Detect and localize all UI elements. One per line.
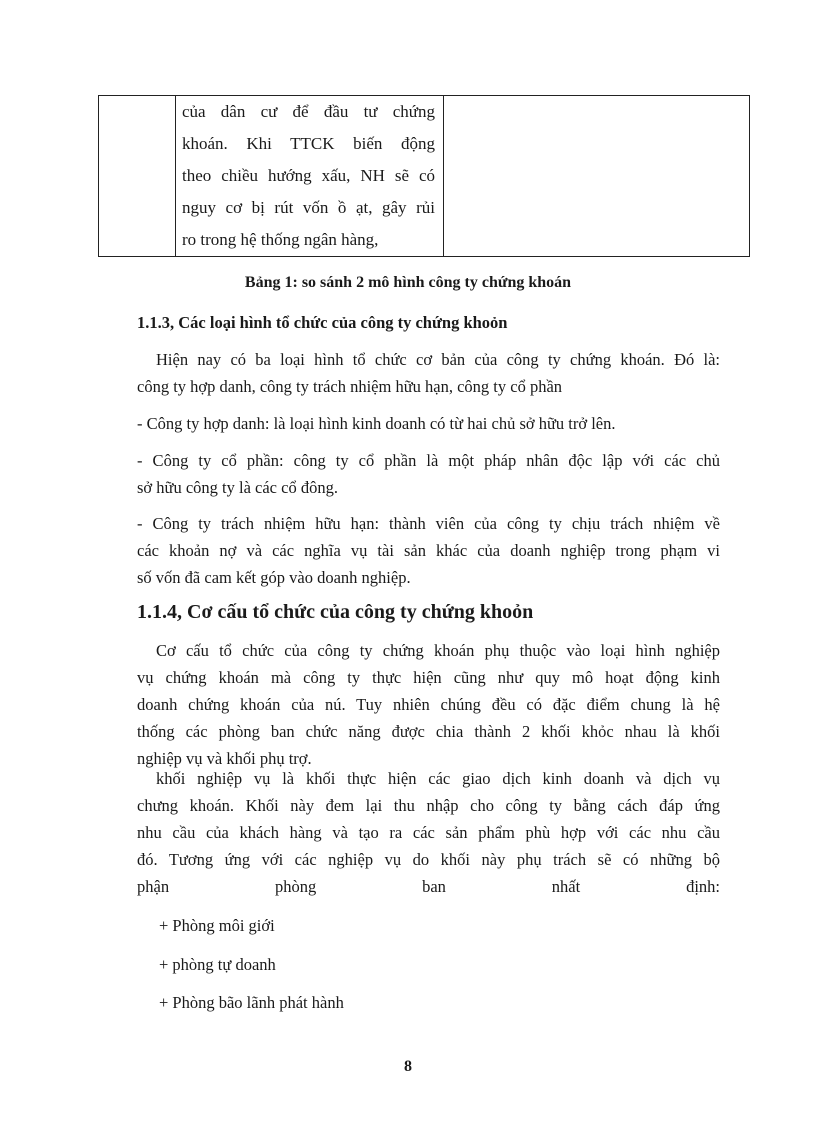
table-line: khoán. Khi TTCK biến động	[182, 134, 435, 153]
business-block-paragraph	[137, 765, 720, 900]
bullet-item: + Phòng môi giới	[159, 916, 275, 935]
text-line: sở hữu công ty là các cổ đông.	[137, 478, 338, 497]
text-line: nghiệp vụ và khối phụ trợ.	[137, 749, 312, 768]
list-item-limited-liability	[137, 510, 720, 591]
text-line: phận phòng ban nhất định:	[137, 877, 720, 896]
table-line: theo chiều hướng xấu, NH sẽ có	[182, 166, 435, 185]
text-line: công ty hợp danh, công ty trách nhiệm hữu hạn, công ty cổ phần	[137, 377, 563, 396]
text-line: Hiện nay có ba loại hình tổ chức cơ bản của công ty chứng khoán. Đó là:	[156, 350, 720, 369]
text-line: Cơ cấu tổ chức của công ty chứng khoán phụ thuộc vào loại hình nghiệp	[156, 641, 720, 660]
text-line: - Công ty cổ phần: công ty cổ phần là một pháp nhân độc lập với các chủ	[137, 451, 720, 470]
list-item-joint-stock	[137, 447, 720, 501]
table-cell-empty	[444, 96, 749, 256]
bullet-item: + phòng tự doanh	[159, 955, 276, 974]
page-number: 8	[404, 1058, 412, 1075]
table-line: nguy cơ bị rút vốn ồ ạt, gây rủi	[182, 198, 435, 217]
table-line: ro trong hệ thống ngân hàng,	[182, 230, 379, 249]
text-line: khối nghiệp vụ là khối thực hiện các giao dịch kinh doanh và dịch vụ	[156, 769, 720, 788]
structure-paragraph	[137, 637, 720, 772]
section-heading-1-1-3: 1.1.3, Các loại hình tổ chức của công ty chứng khoỏn	[137, 313, 508, 332]
section-heading-1-1-4: 1.1.4, Cơ cấu tổ chức của công ty chứng khoỏn	[137, 601, 534, 623]
table-line: của dân cư để đầu tư chứng	[182, 102, 435, 121]
table-cell-empty	[99, 96, 176, 256]
comparison-table-fragment	[98, 95, 750, 257]
text-line: vụ chứng khoán mà công ty thực hiện cũng như quy mô hoạt động kinh	[137, 668, 720, 687]
text-line: đó. Tương ứng với các nghiệp vụ do khối này phụ trách sẽ có những bộ	[137, 850, 720, 869]
text-line: chưng khoán. Khối này đem lại thu nhập cho công ty bằng cách đáp ứng	[137, 796, 720, 815]
table-caption: Bảng 1: so sánh 2 mô hình công ty chứng khoán	[244, 274, 572, 291]
intro-paragraph	[137, 346, 720, 400]
text-line: thống các phòng ban chức năng được chia thành 2 khối khỏc nhau là khối	[137, 722, 720, 741]
text-line: số vốn đã cam kết góp vào doanh nghiệp.	[137, 568, 411, 587]
text-line: doanh chứng khoán của nú. Tuy nhiên chúng đều có đặc điểm chung là hệ	[137, 695, 720, 714]
bullet-item: + Phòng bão lãnh phát hành	[159, 993, 344, 1012]
list-item-partnership	[137, 410, 720, 437]
text-line: - Công ty hợp danh: là loại hình kinh doanh có từ hai chủ sở hữu trở lên.	[137, 414, 616, 433]
text-line: các khoản nợ và các nghĩa vụ tài sản khác của doanh nghiệp trong phạm vi	[137, 541, 720, 560]
text-line: nhu cầu của khách hàng và tạo ra các sản phẩm phù hợp với các nhu cầu	[137, 823, 720, 842]
table-cell-text	[176, 96, 444, 256]
text-line: - Công ty trách nhiệm hữu hạn: thành viên của công ty chịu trách nhiệm về	[137, 514, 720, 533]
